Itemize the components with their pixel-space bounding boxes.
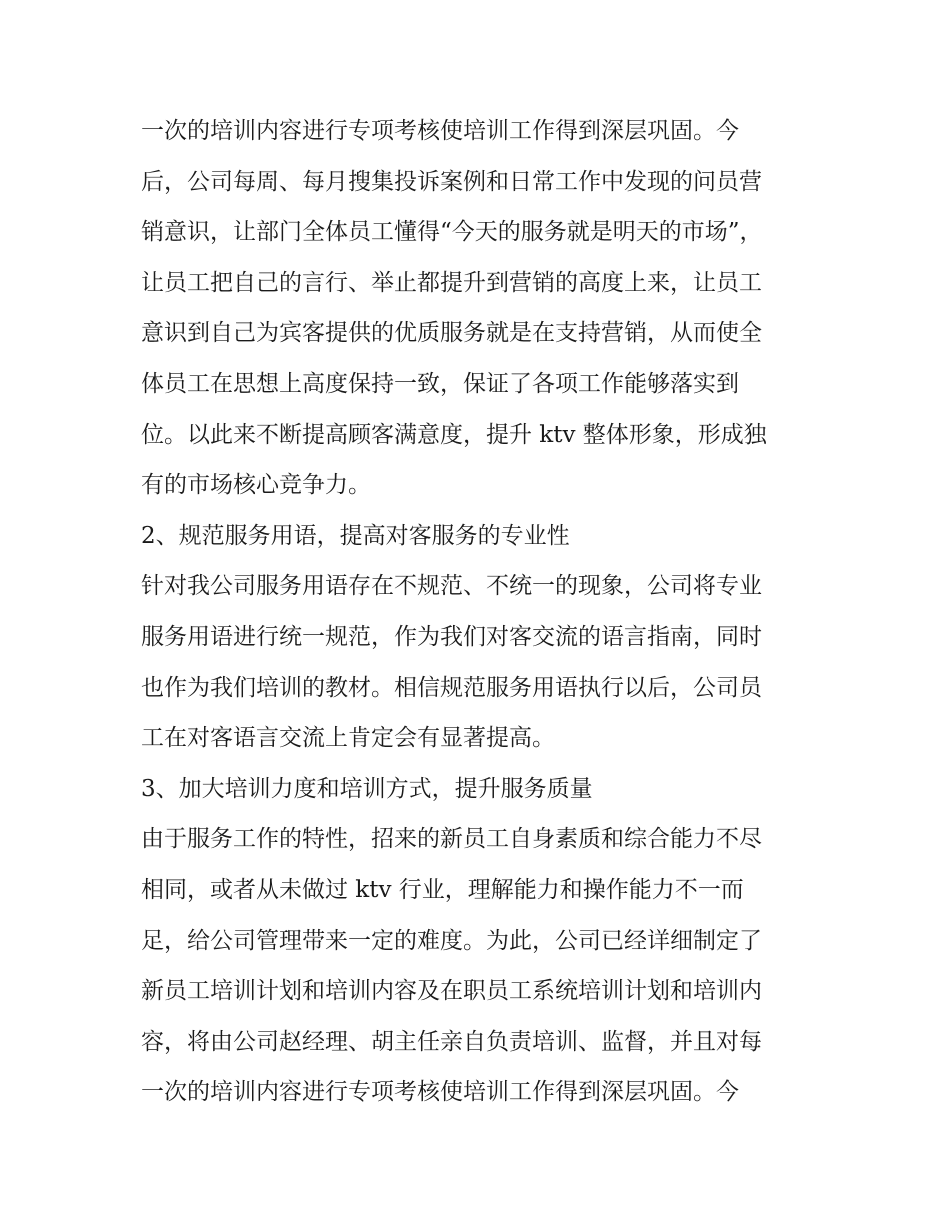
- text-line: 有的市场核心竞争力。: [141, 472, 371, 499]
- text-line: 让员工把自己的言行、举止都提升到营销的高度上来，让员工: [141, 269, 762, 296]
- text-line: 意识到自己为宾客提供的优质服务就是在支持营销，从而使全: [141, 320, 762, 347]
- text-line: 一次的培训内容进行专项考核使培训工作得到深层巩固。今: [141, 1079, 739, 1106]
- text-line: 后，公司每周、每月搜集投诉案例和日常工作中发现的问员营: [141, 168, 762, 195]
- section-heading: 2、规范服务用语，提高对客服务的专业性: [141, 522, 570, 549]
- text-line: 针对我公司服务用语存在不规范、不统一的现象，公司将专业: [141, 573, 762, 600]
- body-text: [141, 106, 821, 1118]
- text-line: 也作为我们培训的教材。相信规范服务用语执行以后，公司员: [141, 674, 762, 701]
- text-line: 位。以此来不断提高顾客满意度，提升 ktv 整体形象，形成独: [141, 421, 767, 448]
- text-line: 容，将由公司赵经理、胡主任亲自负责培训、监督，并且对每: [141, 1028, 762, 1055]
- text-line: 一次的培训内容进行专项考核使培训工作得到深层巩固。今: [141, 118, 739, 144]
- text-line: 新员工培训计划和培训内容及在职员工系统培训计划和培训内: [141, 978, 762, 1005]
- text-line: 服务用语进行统一规范，作为我们对客交流的语言指南，同时: [141, 623, 762, 650]
- text-line: 由于服务工作的特性，招来的新员工自身素质和综合能力不尽: [141, 826, 762, 853]
- text-line: 工在对客语言交流上肯定会有显著提高。: [141, 725, 555, 752]
- text-line: 销意识，让部门全体员工懂得“今天的服务就是明天的市场”，: [141, 219, 763, 246]
- text-line: 体员工在思想上高度保持一致，保证了各项工作能够落实到: [141, 370, 739, 397]
- text-line: 相同，或者从未做过 ktv 行业，理解能力和操作能力不一而: [141, 876, 744, 903]
- section-heading: 3、加大培训力度和培训方式，提升服务质量: [141, 775, 593, 802]
- text-line: 足，给公司管理带来一定的难度。为此，公司已经详细制定了: [141, 927, 762, 954]
